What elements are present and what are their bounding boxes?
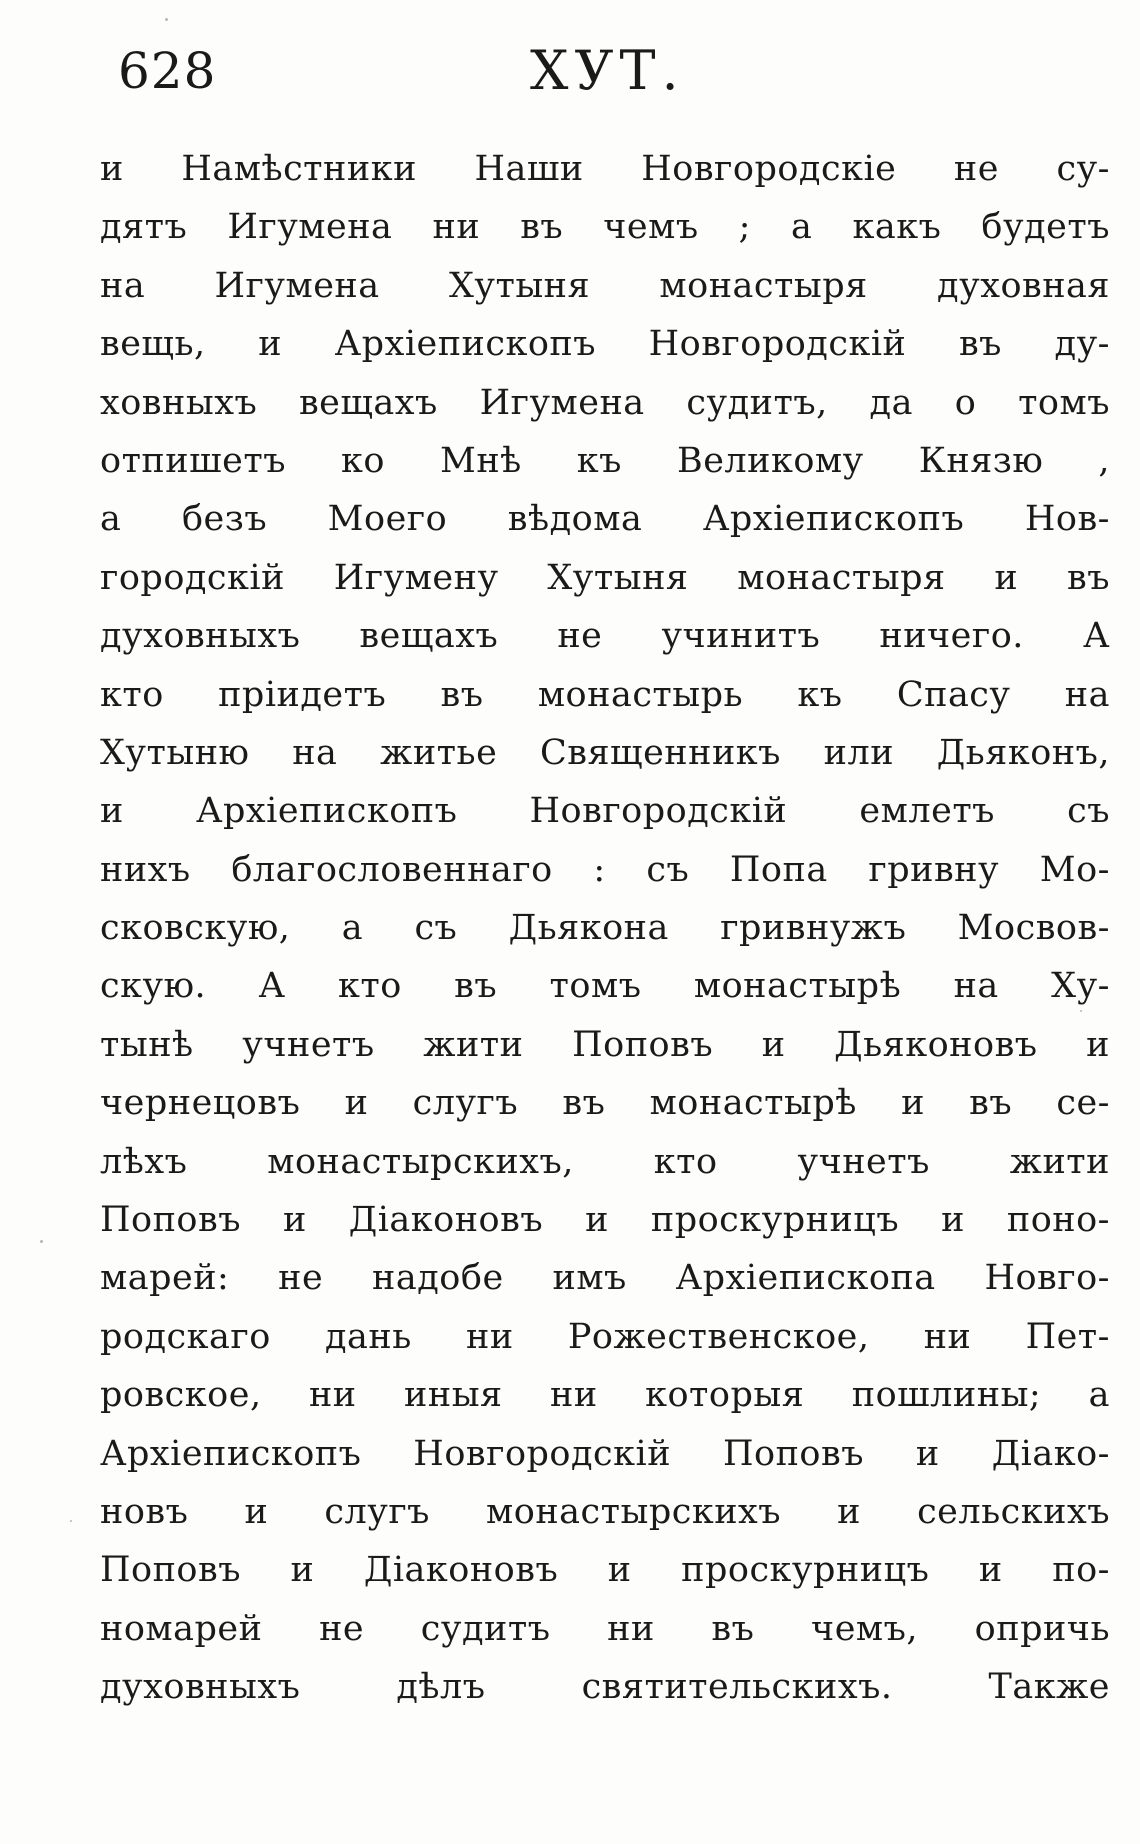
text-line: дятъ Игумена ни въ чемъ ; а какъ будетъ [100,207,1110,248]
text-line: новъ и слугъ монастырскихъ и сельскихъ [100,1491,1110,1532]
text-line: номарей не судитъ ни въ чемъ, опричь [100,1608,1110,1649]
text-line: чернецовъ и слугъ въ монастырѣ и въ се- [100,1083,1110,1124]
body-text [100,140,1110,1717]
text-line: духовныхъ дѣлъ святительскихъ. Также [100,1667,1110,1708]
text-line: Архіепископъ Новгородскій Поповъ и Діако- [100,1433,1110,1474]
text-line: Поповъ и Діаконовъ и проскурницъ и поно- [100,1200,1110,1241]
text-line: городскій Игумену Хутыня монастыря и въ [100,557,1110,598]
text-line: а безъ Моего вѣдома Архіепископъ Нов- [100,499,1110,540]
text-line: Хутыню на житье Священникъ или Дьяконъ, [100,732,1110,773]
text-line: тынѣ учнетъ жити Поповъ и Дьяконовъ и [100,1024,1110,1065]
text-line: скую. А кто въ томъ монастырѣ на Ху- [100,966,1110,1007]
running-head: ХУТ. [530,39,685,102]
page-number: 628 [118,42,217,100]
text-line: сковскую, а съ Дьякона гривнужъ Мосвов- [100,908,1110,949]
text-line: и Намѣстники Наши Новгородскіе не су- [100,149,1110,189]
text-line: и Архіепископъ Новгородскій емлетъ съ [100,791,1110,832]
text-line: на Игумена Хутыня монастыря духовная [100,265,1110,306]
text-line: ровское, ни иныя ни которыя пошлины; а [100,1375,1110,1416]
text-line: кто пріидетъ въ монастырь къ Спасу на [100,674,1110,715]
text-line: ховныхъ вещахъ Игумена судитъ, да о томъ [100,382,1110,423]
page-header [0,36,1140,116]
text-line: нихъ благословеннаго : съ Попа гривну Мо- [100,849,1110,890]
text-line: Поповъ и Діаконовъ и проскурницъ и по- [100,1550,1110,1591]
text-line: отпишетъ ко Мнѣ къ Великому Князю , [100,440,1110,481]
text-line: духовныхъ вещахъ не учинитъ ничего. А [100,616,1110,657]
text-line: лѣхъ монастырскихъ, кто учнетъ жити [100,1141,1110,1182]
text-line: родскаго дань ни Рожественское, ни Пет- [100,1316,1110,1357]
text-line: вещь, и Архіепископъ Новгородскій въ ду- [100,324,1110,365]
text-line: марей: не надобе имъ Архіепископа Новго- [100,1258,1110,1299]
